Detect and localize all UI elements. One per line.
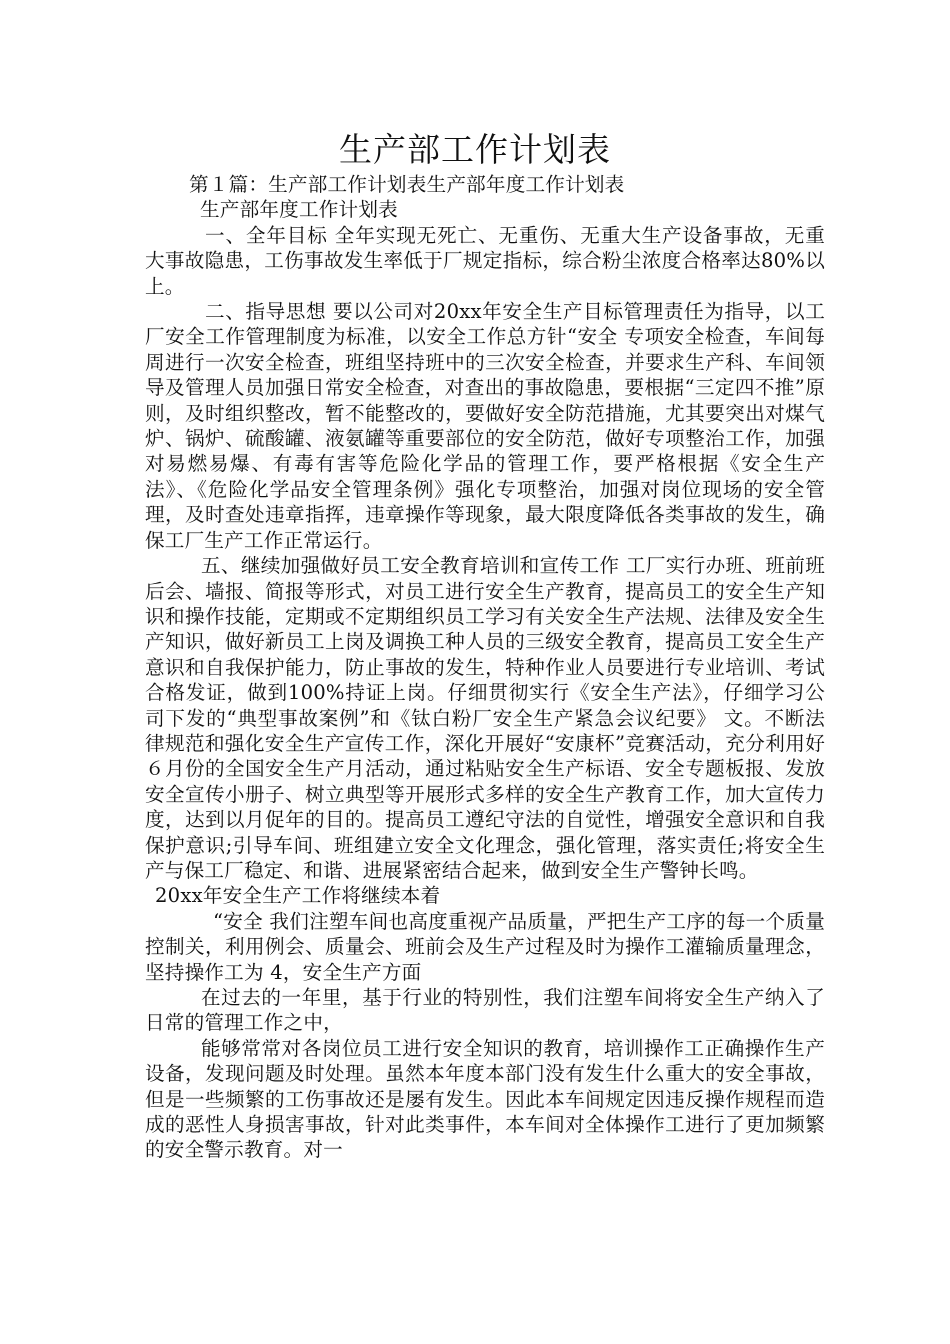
paragraph-quality: “安全 我们注塑车间也高度重视产品质量，严把生产工序的每一个质量控制关，利用例会、质量会、班前会及生产过程及时为操作工灌输质量理念，坚持操作工为 4，安全生产方面 — [145, 909, 825, 984]
paragraph-education: 五、继续加强做好员工安全教育培训和宣传工作 工厂实行办班、班前班后会、墙报、简报等形式，对员工进行安全生产教育，提高员工的安全生产知识和操作技能，定期或不定期组织员工学习有关安全生产法规、法律及安全生产知识，做好新员工上岗及调换工种人员的三级安全教育，提高员工安全生产意识和自我保护能力，防止事故的发生，特种作业人员要进行专业培训、考试合格发证，做到100%持证上岗。仔细贯彻实行《安全生产法》，仔细学习公司下发的“典型事故案例”和《钛白粉厂安全生产紧急会议纪要》 文。不断法律规范和强化安全生产宣传工作，深化开展好“安康杯”竞赛活动，充分利用好６月份的全国安全生产月活动，通过粘贴安全生产标语、安全专题板报、发放安全宣传小册子、树立典型等开展形式多样的安全生产教育工作，加大宣传力度，达到以月促年的目的。提高员工遵纪守法的自觉性，增强安全意识和自我保护意识;引导车间、班组建立安全文化理念，强化管理，落实责任;将安全生产与保工厂稳定、和谐、进展紧密结合起来，做到安全生产警钟长鸣。 — [145, 554, 825, 882]
paragraph-continue: 20xx年安全生产工作将继续本着 — [155, 884, 441, 908]
paragraph-guideline: 二、指导思想 要以公司对20xx年安全生产目标管理责任为指导，以工厂安全工作管理制度为标准，以安全工作总方针“安全 专项安全检查，车间每周进行一次安全检查，班组坚持班中的三次安全检查，并要求生产科、车间领导及管理人员加强日常安全检查，对查出的事故隐患，要根据“三定四不推”原则，及时组织整改，暂不能整改的，要做好安全防范措施，尤其要突出对煤气炉、锅炉、硫酸罐、液氨罐等重要部位的安全防范，做好专项整治工作，加强对易燃易爆、有毒有害等危险化学品的管理工作，要严格根据《安全生产法》、《危险化学品安全管理条例》强化专项整治，加强对岗位现场的安全管理，及时查处违章指挥，违章操作等现象，最大限度降低各类事故的发生，确保工厂生产工作正常运行。 — [145, 300, 825, 552]
paragraph-training: 能够常常对各岗位员工进行安全知识的教育，培训操作工正确操作生产设备，发现问题及时处理。虽然本年度本部门没有发生什么重大的安全事故，但是一些频繁的工伤事故还是屡有发生。因此本车间规定因违反操作规程而造成的恶性人身损害事故，针对此类事件，本车间对全体操作工进行了更加频繁的安全警示教育。对一 — [145, 1036, 825, 1162]
section-heading: 生产部年度工作计划表 — [200, 198, 398, 222]
document-body — [145, 172, 825, 1163]
paragraph-past-year: 在过去的一年里，基于行业的特别性，我们注塑车间将安全生产纳入了日常的管理工作之中， — [145, 986, 825, 1035]
document-title: 生产部工作计划表 — [339, 130, 611, 169]
paragraph-goal: 一、全年目标 全年实现无死亡、无重伤、无重大生产设备事故，无重大事故隐患，工伤事故发生率低于厂规定指标，综合粉尘浓度合格率达80%以上。 — [145, 223, 825, 298]
subtitle: 第１篇：生产部工作计划表生产部年度工作计划表 — [189, 173, 625, 196]
